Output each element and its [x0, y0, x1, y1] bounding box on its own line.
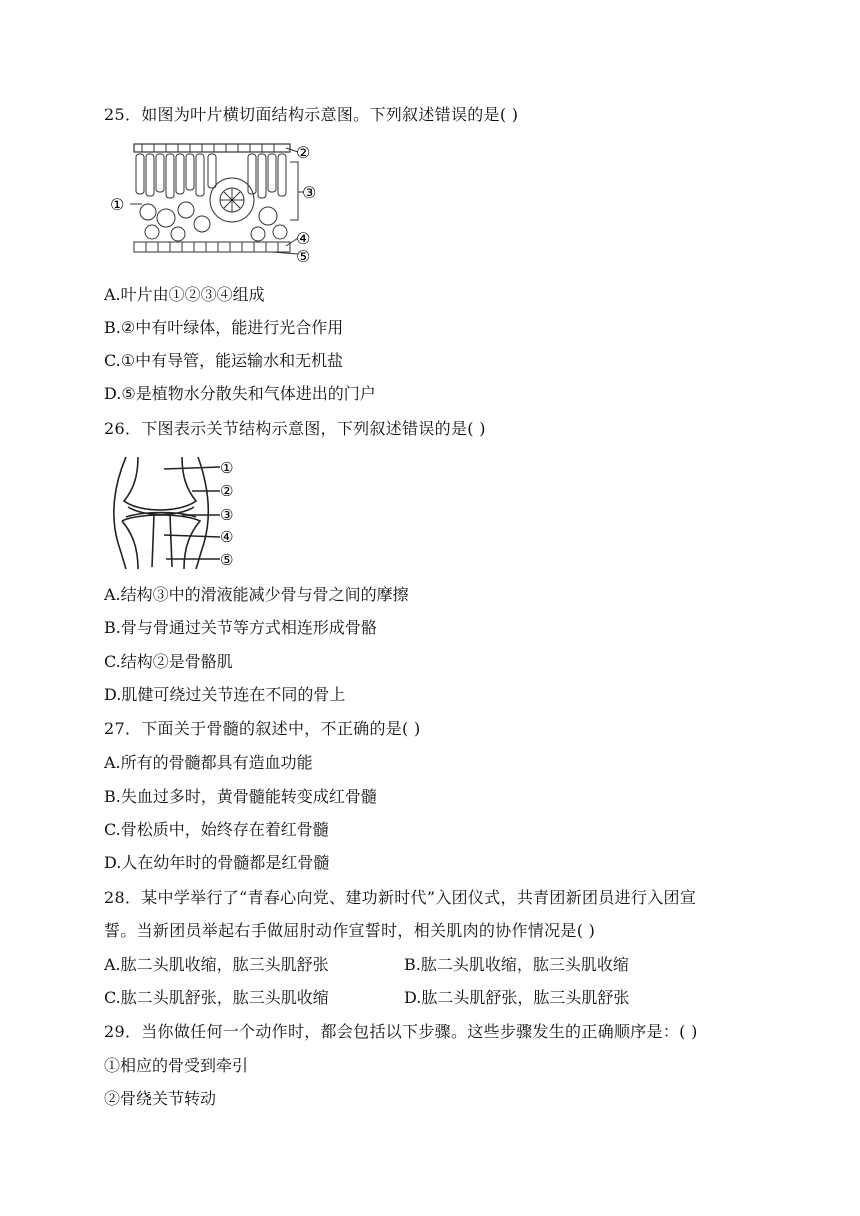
joint-label-2: ②: [220, 482, 234, 500]
question-25-stem: 25．如图为叶片横切面结构示意图。下列叙述错误的是( ): [104, 105, 519, 124]
q28-option-d: D.肱二头肌舒张，肱三头肌舒张: [404, 988, 630, 1007]
q26-option-c: C.结构②是骨骼肌: [104, 652, 233, 671]
q27-option-c: C.骨松质中，始终存在着红骨髓: [104, 820, 329, 839]
question-27-stem: 27．下面关于骨髓的叙述中，不正确的是( ): [104, 719, 421, 738]
joint-label-1: ①: [220, 459, 234, 477]
q26-option-a: A.结构③中的滑液能减少骨与骨之间的摩擦: [104, 585, 409, 604]
q29-step-1: ①相应的骨受到牵引: [104, 1056, 249, 1075]
q27-option-a: A.所有的骨髓都具有造血功能: [104, 753, 313, 772]
q28-option-a: A.肱二头肌收缩，肱三头肌舒张: [104, 955, 329, 974]
question-28-stem-line1: 28．某中学举行了“青春心向党、建功新时代”入团仪式，共青团新团员进行入团宣: [104, 888, 697, 907]
leaf-label-1: ①: [110, 195, 125, 214]
q25-option-a: A.叶片由①②③④组成: [104, 285, 265, 304]
q28-option-c: C.肱二头肌舒张，肱三头肌收缩: [104, 988, 329, 1007]
q26-option-b: B.骨与骨通过关节等方式相连形成骨骼: [104, 618, 377, 637]
leaf-label-2: ②: [296, 143, 311, 162]
leaf-label-4: ④: [296, 229, 311, 248]
leaf-label-5: ⑤: [296, 247, 311, 266]
leaf-label-3: ③: [302, 183, 317, 202]
question-28-stem-line2: 誓。当新团员举起右手做屈肘动作宣誓时，相关肌肉的协作情况是( ): [104, 921, 596, 940]
q29-step-2: ②骨绕关节转动: [104, 1089, 217, 1108]
q28-option-b: B.肱二头肌收缩，肱三头肌收缩: [404, 955, 629, 974]
leaf-cross-section-figure: [108, 140, 324, 268]
q26-option-d: D.肌健可绕过关节连在不同的骨上: [104, 685, 346, 704]
joint-label-4: ④: [220, 528, 234, 546]
q27-option-d: D.人在幼年时的骨髓都是红骨髓: [104, 853, 330, 872]
question-26-stem: 26．下图表示关节结构示意图，下列叙述错误的是( ): [104, 419, 486, 438]
joint-label-3: ③: [220, 506, 234, 524]
question-29-stem: 29．当你做任何一个动作时，都会包括以下步骤。这些步骤发生的正确顺序是：( ): [104, 1022, 698, 1041]
q25-option-b: B.②中有叶绿体，能进行光合作用: [104, 318, 344, 337]
joint-label-5: ⑤: [220, 551, 234, 569]
q25-option-d: D.⑤是植物水分散失和气体进出的门户: [104, 384, 376, 403]
q25-option-c: C.①中有导管，能运输水和无机盐: [104, 351, 344, 370]
joint-structure-figure: [104, 455, 244, 571]
q27-option-b: B.失血过多时，黄骨髓能转变成红骨髓: [104, 787, 377, 806]
